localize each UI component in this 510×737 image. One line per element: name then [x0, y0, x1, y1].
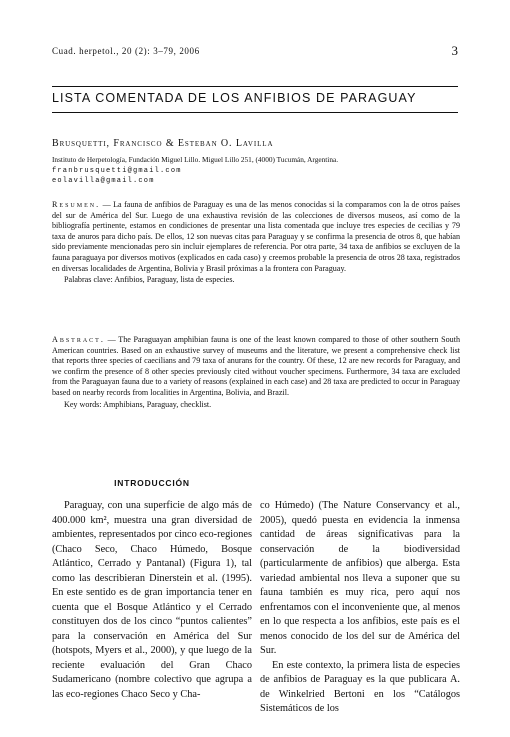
palabras-clave: Palabras clave: Anfibios, Paraguay, lista de especies. [64, 275, 235, 285]
body-column-left [52, 499, 252, 702]
article-title: LISTA COMENTADA DE LOS ANFIBIOS DE PARAGUAY [52, 91, 417, 105]
author-email[interactable]: eolavilla@gmail.com [52, 177, 155, 185]
section-heading-introduccion: INTRODUCCIÓN [114, 478, 190, 488]
article-authors: Brusquetti, Francisco & Esteban O. Lavilla [52, 138, 274, 149]
abstract-block [52, 335, 460, 410]
abstract-text: — The Paraguayan amphibian fauna is one of the least known compared to those of other southern South American countries. Based on an exhaustive survey of museums and the literature, we present a comprehensive check list that reports three species of caecilians and 79 taxa of anurans for the country. Of these, 12 are new records for Paraguay, and we confirm the presence of 8 other species previously cited without voucher specimens. Furthermore, 34 taxa are excluded from the Paraguayan fauna due to a variety of reasons (explained in each case) and 28 taxa are predicted to occur in Paraguay based on nearby records from localities in Argentina, Bolivia, and Brazil. [52, 335, 461, 397]
author-email[interactable]: franbrusquetti@gmail.com [52, 167, 182, 175]
abstract-heading: Abstract. [52, 335, 105, 344]
body-column-right [260, 499, 460, 717]
title-rule-bottom [52, 112, 458, 113]
body-paragraph: co Húmedo) (The Nature Conservancy et al., 2005), quedó puesta en evidencia la inmensa cantidad de áreas significativas para la conservación de la biodiversidad (particularmente de anfibios) que alberga. Esta variedad ambiental nos lleva a suponer que su fauna también es muy rica, pero aquí nos enfrentamos con el inconveniente que, al menos en lo que respecta a los anfibios, este país es el menos conocido de los del sur de América del Sur. [260, 500, 460, 656]
resumen-block [52, 200, 460, 286]
body-paragraph: En este contexto, la primera lista de especies de anfibios de Paraguay es la que publicara A. de Winkelried Bertoni en los “Catálogos Sistemáticos de los [260, 659, 460, 714]
author-affiliation: Instituto de Herpetología, Fundación Miguel Lillo. Miguel Lillo 251, (4000) Tucumán, Argentina. [52, 155, 339, 164]
running-head: Cuad. herpetol., 20 (2): 3–79, 2006 [52, 46, 200, 56]
page-number: 3 [451, 43, 458, 58]
resumen-text: — La fauna de anfibios de Paraguay es una de las menos conocidas si la comparamos con la de otros países del sur de América del Sur. Luego de una exhaustiva revisión de las colecciones de diversos museos, así como de la bibliografía pertinente, estamos en condiciones de presentar una lista comentada que incluye tres especies de cecilias y 79 taxa de anuros para dicho país. De ellos, 12 son nuevas citas para Paraguay y se confirma la presencia de otros 8, que habían sido previamente mencionadas pero sin incluir ejemplares de referencia. Por otra parte, 34 taxa de anfibios se excluyen de la fauna paraguaya por diversos motivos (explicados en cada caso) y creemos probable la presencia de otros 28 taxa, registrados en diversas localidades de Argentina, Bolivia y Brasil próximas a la frontera con Paraguay. [52, 200, 461, 273]
key-words: Key words: Amphibians, Paraguay, checklist. [64, 399, 212, 409]
abstract-paragraph [52, 335, 460, 399]
resumen-heading: Resumen. [52, 200, 101, 209]
title-rule-top [52, 86, 458, 87]
body-paragraph: Paraguay, con una superficie de algo más de 400.000 km², muestra una gran diversidad de ambientes, representados por cinco eco-regiones (Chaco Seco, Chaco Húmedo, Bosque Atlántico, Cerrado y Pantanal) (Figura 1), tal como las describieran Dinerstein et al. (1995). En este sentido es de gran importancia tener en cuenta que el Bosque Atlántico y el Cerrado constituyen dos de los cinco “puntos calientes” para la conservación en América del Sur (hotspots, Myers et al., 2000), y que luego de la reciente evaluación del Gran Chaco Sudamericano (nombre colectivo que agrupa a las eco-regiones Chaco Seco y Cha- [52, 500, 252, 700]
resumen-paragraph [52, 200, 460, 274]
